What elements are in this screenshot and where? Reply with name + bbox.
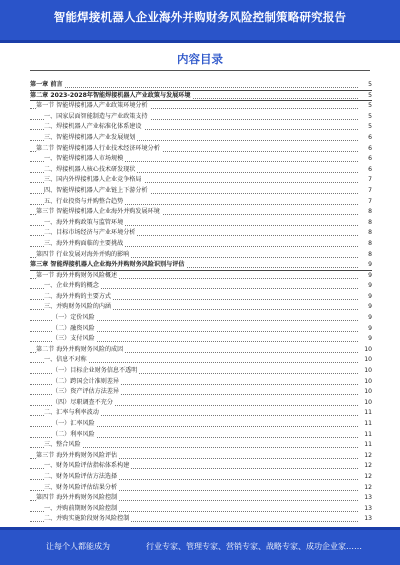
table-of-contents bbox=[30, 80, 372, 525]
toc-entry[interactable] bbox=[30, 408, 372, 419]
toc-entry[interactable] bbox=[30, 112, 372, 123]
toc-entry[interactable] bbox=[30, 80, 372, 91]
toc-entry[interactable] bbox=[30, 398, 372, 409]
toc-entry-page: 6 bbox=[358, 154, 372, 165]
toc-entry[interactable] bbox=[30, 345, 372, 356]
toc-entry[interactable] bbox=[30, 133, 372, 144]
toc-entry-label: 二、财务风险评估方法选择 bbox=[44, 472, 119, 483]
toc-entry-page: 9 bbox=[358, 281, 372, 292]
footer-stripe bbox=[0, 527, 400, 530]
toc-entry[interactable] bbox=[30, 377, 372, 388]
toc-entry-page: 10 bbox=[358, 345, 372, 356]
toc-entry-page: 11 bbox=[358, 430, 372, 441]
toc-entry-label: 第一章 前言 bbox=[30, 80, 65, 91]
toc-entry-page: 9 bbox=[358, 302, 372, 313]
toc-entry-page: 8 bbox=[358, 218, 372, 229]
toc-entry-page: 13 bbox=[358, 504, 372, 515]
toc-entry-page: 9 bbox=[358, 292, 372, 303]
toc-heading: 内容目录 bbox=[177, 52, 223, 66]
toc-entry-label: 一、企业并购的概念 bbox=[44, 281, 101, 292]
toc-entry-label: 第三节 海外并购财务风险评估 bbox=[36, 451, 119, 462]
toc-entry-page: 5 bbox=[358, 91, 372, 102]
toc-entry[interactable] bbox=[30, 260, 372, 271]
toc-entry-page: 8 bbox=[358, 228, 372, 239]
toc-entry-label: 第四节 海外并购财务风险控制 bbox=[36, 493, 119, 504]
toc-entry[interactable] bbox=[30, 207, 372, 218]
toc-entry-label: 一、信息不对称 bbox=[44, 355, 89, 366]
toc-entry-page: 9 bbox=[358, 260, 372, 271]
toc-entry-label: 三、财务风险评估结果分析 bbox=[44, 483, 119, 494]
toc-entry[interactable] bbox=[30, 197, 372, 208]
toc-entry-page: 11 bbox=[358, 419, 372, 430]
toc-entry-label: （三）支付风险 bbox=[52, 334, 97, 345]
report-header bbox=[0, 0, 400, 40]
toc-entry-page: 10 bbox=[358, 355, 372, 366]
footer-tagline: 行业专家、管理专家、营销专家、战略专家、成功企业家…… bbox=[146, 542, 362, 551]
toc-entry-label: 三、并购财务风险的内涵 bbox=[44, 302, 113, 313]
toc-entry-label: 三、海外并购面临的主要挑战 bbox=[44, 239, 125, 250]
toc-entry-label: 第二章 2023-2028年智能焊接机器人产业政策与发展环境 bbox=[30, 91, 192, 102]
toc-entry[interactable] bbox=[30, 514, 372, 525]
toc-entry-label: （二）利率风险 bbox=[52, 430, 97, 441]
toc-entry-page: 7 bbox=[358, 175, 372, 186]
toc-entry[interactable] bbox=[30, 334, 372, 345]
toc-entry-label: （二）跨国会计准则差异 bbox=[52, 377, 121, 388]
toc-entry-label: 第一节 海外并购财务风险概述 bbox=[36, 271, 119, 282]
toc-entry-label: 一、智能焊接机器人市场规模 bbox=[44, 154, 125, 165]
toc-entry[interactable] bbox=[30, 228, 372, 239]
toc-entry[interactable] bbox=[30, 366, 372, 377]
toc-entry-page: 10 bbox=[358, 366, 372, 377]
toc-entry-label: 一、并购前期财务风险控制 bbox=[44, 504, 119, 515]
toc-entry-label: （三）资产评估方法差异 bbox=[52, 387, 121, 398]
toc-entry-label: 第二节 智能焊接机器人行业技术经济环境分析 bbox=[36, 144, 162, 155]
toc-entry-label: 二、并购实施阶段财务风险控制 bbox=[44, 514, 131, 525]
toc-entry[interactable] bbox=[30, 430, 372, 441]
footer-slogan: 让每个人都能成为 bbox=[46, 542, 110, 551]
toc-entry-page: 12 bbox=[358, 483, 372, 494]
toc-entry-page: 11 bbox=[358, 440, 372, 451]
toc-entry[interactable] bbox=[30, 218, 372, 229]
toc-entry[interactable] bbox=[30, 451, 372, 462]
page-footer bbox=[0, 527, 400, 565]
toc-entry-page: 9 bbox=[358, 271, 372, 282]
toc-entry[interactable] bbox=[30, 101, 372, 112]
toc-entry[interactable] bbox=[30, 504, 372, 515]
toc-entry-label: （一）汇率风险 bbox=[52, 419, 97, 430]
toc-entry-page: 7 bbox=[358, 197, 372, 208]
toc-entry-label: 二、目标市场经济与产业环境分析 bbox=[44, 228, 137, 239]
toc-entry[interactable] bbox=[30, 324, 372, 335]
toc-entry-label: （二）融资风险 bbox=[52, 324, 97, 335]
toc-entry-page: 6 bbox=[358, 165, 372, 176]
toc-entry-label: 第三章 智能焊接机器人企业海外并购财务风险识别与评估 bbox=[30, 260, 186, 271]
toc-entry-page: 11 bbox=[358, 408, 372, 419]
toc-entry-page: 13 bbox=[358, 493, 372, 504]
toc-entry[interactable] bbox=[30, 419, 372, 430]
toc-entry[interactable] bbox=[30, 355, 372, 366]
toc-entry[interactable] bbox=[30, 239, 372, 250]
toc-entry[interactable] bbox=[30, 250, 372, 261]
toc-entry-page: 5 bbox=[358, 112, 372, 123]
toc-entry[interactable] bbox=[30, 281, 372, 292]
toc-entry-page: 8 bbox=[358, 250, 372, 261]
toc-entry-label: 二、汇率与利率波动 bbox=[44, 408, 101, 419]
toc-entry[interactable] bbox=[30, 271, 372, 282]
toc-entry[interactable] bbox=[30, 91, 372, 102]
toc-entry-page: 5 bbox=[358, 101, 372, 112]
toc-entry-page: 7 bbox=[358, 186, 372, 197]
toc-entry[interactable] bbox=[30, 472, 372, 483]
toc-entry-page: 12 bbox=[358, 472, 372, 483]
toc-entry-page: 10 bbox=[358, 398, 372, 409]
toc-entry-label: 二、焊接机器人产业标准化体系建设 bbox=[44, 122, 144, 133]
toc-entry[interactable] bbox=[30, 302, 372, 313]
toc-entry-label: 三、智能焊接机器人产业发展规划 bbox=[44, 133, 137, 144]
toc-entry-label: （一）目标企业财务信息不透明 bbox=[52, 366, 139, 377]
toc-entry-page: 8 bbox=[358, 239, 372, 250]
toc-entry-page: 9 bbox=[358, 324, 372, 335]
toc-entry-page: 10 bbox=[358, 387, 372, 398]
toc-entry[interactable] bbox=[30, 292, 372, 303]
toc-entry[interactable] bbox=[30, 186, 372, 197]
toc-entry[interactable] bbox=[30, 144, 372, 155]
toc-entry-label: 第一节 智能焊接机器人产业政策环境分析 bbox=[36, 101, 150, 112]
toc-entry-label: 第二节 海外并购财务风险的成因 bbox=[36, 345, 125, 356]
toc-entry-label: 二、海外并购的主要方式 bbox=[44, 292, 113, 303]
toc-entry-label: 第三节 智能焊接机器人企业海外并购发展环境 bbox=[36, 207, 162, 218]
header-accent-bar bbox=[0, 40, 400, 43]
toc-entry-label: 一、国家层面智能制造与产业政策支持 bbox=[44, 112, 150, 123]
toc-entry[interactable] bbox=[30, 440, 372, 451]
toc-entry-label: （一）定价风险 bbox=[52, 313, 97, 324]
toc-entry-page: 10 bbox=[358, 377, 372, 388]
toc-entry-page: 12 bbox=[358, 461, 372, 472]
toc-entry[interactable] bbox=[30, 313, 372, 324]
toc-entry-page: 9 bbox=[358, 313, 372, 324]
toc-entry-page: 9 bbox=[358, 334, 372, 345]
toc-entry[interactable] bbox=[30, 154, 372, 165]
toc-leader-dots bbox=[30, 87, 358, 88]
toc-entry-label: 二、焊接机器人核心技术研发现状 bbox=[44, 165, 137, 176]
toc-entry[interactable] bbox=[30, 493, 372, 504]
toc-entry[interactable] bbox=[30, 122, 372, 133]
toc-entry-page: 6 bbox=[358, 144, 372, 155]
toc-entry[interactable] bbox=[30, 483, 372, 494]
toc-entry-page: 5 bbox=[358, 80, 372, 91]
toc-entry-label: 三、整合风险 bbox=[44, 440, 83, 451]
toc-entry[interactable] bbox=[30, 175, 372, 186]
toc-entry-page: 12 bbox=[358, 451, 372, 462]
toc-entry[interactable] bbox=[30, 461, 372, 472]
toc-entry-label: 五、行业投资与并购整合趋势 bbox=[44, 197, 125, 208]
report-title: 智能焊接机器人企业海外并购财务风险控制策略研究报告 bbox=[53, 10, 347, 24]
toc-entry-label: 三、国内外焊接机器人企业竞争格局 bbox=[44, 175, 144, 186]
toc-entry-page: 8 bbox=[358, 207, 372, 218]
toc-entry-page: 5 bbox=[358, 122, 372, 133]
toc-entry-label: （四）尽职调查不充分 bbox=[52, 398, 115, 409]
toc-entry-label: 一、财务风险评估指标体系构建 bbox=[44, 461, 131, 472]
toc-divider bbox=[30, 70, 370, 71]
toc-entry-label: 第四节 行业发展对海外并购的影响 bbox=[36, 250, 131, 261]
toc-entry-page: 13 bbox=[358, 514, 372, 525]
toc-entry-label: 四、智能焊接机器人产业链上下游分析 bbox=[44, 186, 150, 197]
toc-entry[interactable] bbox=[30, 387, 372, 398]
toc-entry-label: 一、海外并购政策与监管环境 bbox=[44, 218, 125, 229]
toc-entry-page: 6 bbox=[358, 133, 372, 144]
toc-entry[interactable] bbox=[30, 165, 372, 176]
